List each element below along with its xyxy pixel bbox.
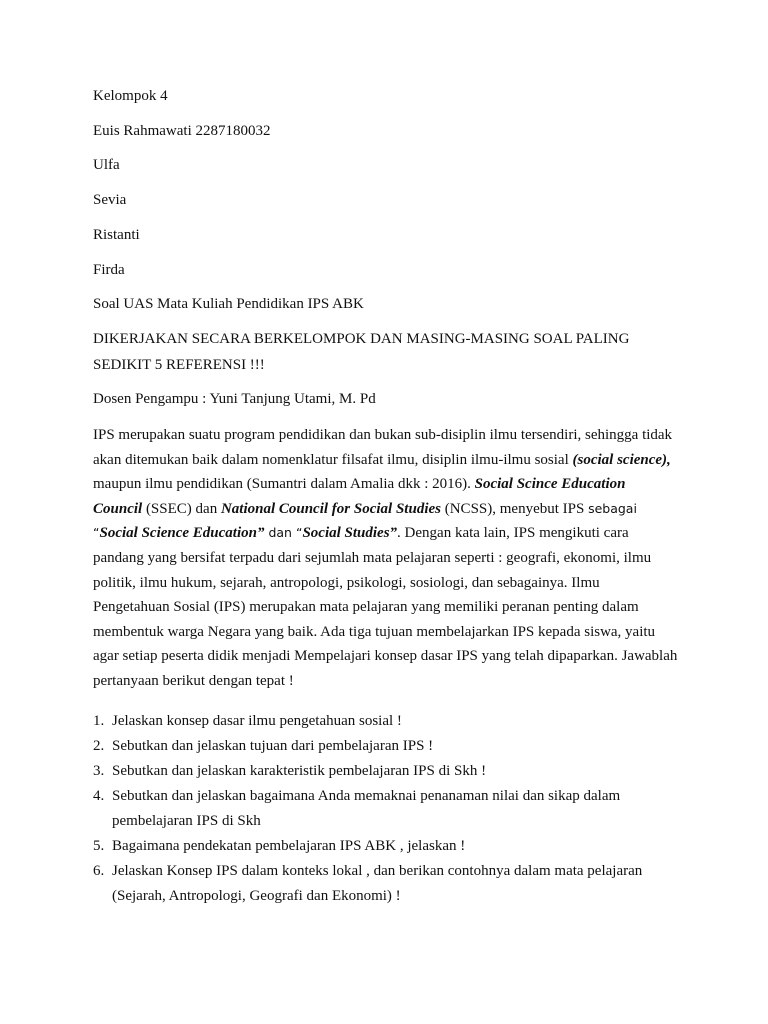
question-item — [93, 759, 678, 784]
lecturer: Dosen Pengampu : Yuni Tanjung Utami, M. Pd — [93, 391, 376, 407]
body-text: sebagai “ — [93, 500, 637, 541]
member-5: Firda — [93, 262, 125, 278]
question-number: 5. — [93, 838, 105, 854]
question-text: Jelaskan Konsep IPS dalam konteks lokal , dan berikan contohnya dalam mata pelajaran (Sejarah, Antropologi, Geografi dan Ekonomi) ! — [112, 863, 643, 904]
member-4: Ristanti — [93, 227, 140, 243]
term-ssec: Social Scince Education Council — [93, 476, 626, 517]
body-text: IPS merupakan suatu program pendidikan dan bukan sub-disiplin ilmu tersendiri, sehingga tidak akan ditemukan baik dalam nomenklatur filsafat ilmu, disiplin ilmu-ilmu sosial — [93, 427, 673, 468]
member-2: Ulfa — [93, 157, 120, 173]
instruction-line-2: SEDIKIT 5 REFERENSI !!! — [93, 357, 265, 373]
term-social-studies: Social Studies” — [302, 525, 398, 542]
question-item — [93, 734, 678, 759]
question-list — [93, 709, 678, 909]
member-1: Euis Rahmawati 2287180032 — [93, 123, 271, 139]
instruction-line-1: DIKERJAKAN SECARA BERKELOMPOK DAN MASING-MASING SOAL PALING — [93, 331, 630, 347]
body-text: (SSEC) dan — [142, 500, 221, 517]
body-text: maupun ilmu pendidikan (Sumantri dalam Amalia dkk : 2016). — [93, 476, 475, 493]
question-item — [93, 784, 678, 834]
question-item — [93, 859, 678, 909]
body-text: . Dengan kata lain, IPS mengikuti cara pandang yang bersifat terpadu dari sejumlah mata pelajaran seperti : geografi, ekonomi, ilmu politik, ilmu hukum, sejarah, antropologi, psikologi, sosiologi, dan sebagainya. Ilmu Pengetahuan Sosial (IPS) merupakan mata pelajaran yang memiliki peranan penting dalam membentuk warga Negara yang baik. Ada tiga tujuan membelajarkan IPS kepada siswa, yaitu agar setiap peserta didik menjadi Mempelajari konsep dasar IPS yang telah dipaparkan. Jawablah pertanyaan berikut dengan tepat ! — [93, 525, 678, 689]
question-item — [93, 709, 678, 734]
question-number: 3. — [93, 763, 105, 779]
question-number: 6. — [93, 863, 105, 879]
question-number: 4. — [93, 788, 105, 804]
question-text: Sebutkan dan jelaskan bagaimana Anda memaknai penanaman nilai dan sikap dalam pembelajaran IPS di Skh — [112, 788, 621, 829]
term-ncss: National Council for Social Studies — [220, 500, 441, 517]
question-text: Sebutkan dan jelaskan karakteristik pembelajaran IPS di Skh ! — [112, 763, 487, 779]
body-paragraph — [93, 423, 678, 694]
question-text: Jelaskan konsep dasar ilmu pengetahuan sosial ! — [112, 713, 402, 729]
body-text: (NCSS), menyebut IPS — [440, 500, 589, 517]
body-text: dan “ — [264, 525, 303, 541]
member-3: Sevia — [93, 192, 127, 208]
question-number: 1. — [93, 713, 105, 729]
term-sse: Social Science Education” — [99, 525, 265, 542]
group-name: Kelompok 4 — [93, 88, 168, 104]
question-number: 2. — [93, 738, 105, 754]
exam-title: Soal UAS Mata Kuliah Pendidikan IPS ABK — [93, 296, 364, 312]
term-social-science: (social science), — [572, 451, 671, 468]
question-text: Sebutkan dan jelaskan tujuan dari pembelajaran IPS ! — [112, 738, 434, 754]
question-item — [93, 834, 678, 859]
question-text: Bagaimana pendekatan pembelajaran IPS ABK , jelaskan ! — [112, 838, 466, 854]
